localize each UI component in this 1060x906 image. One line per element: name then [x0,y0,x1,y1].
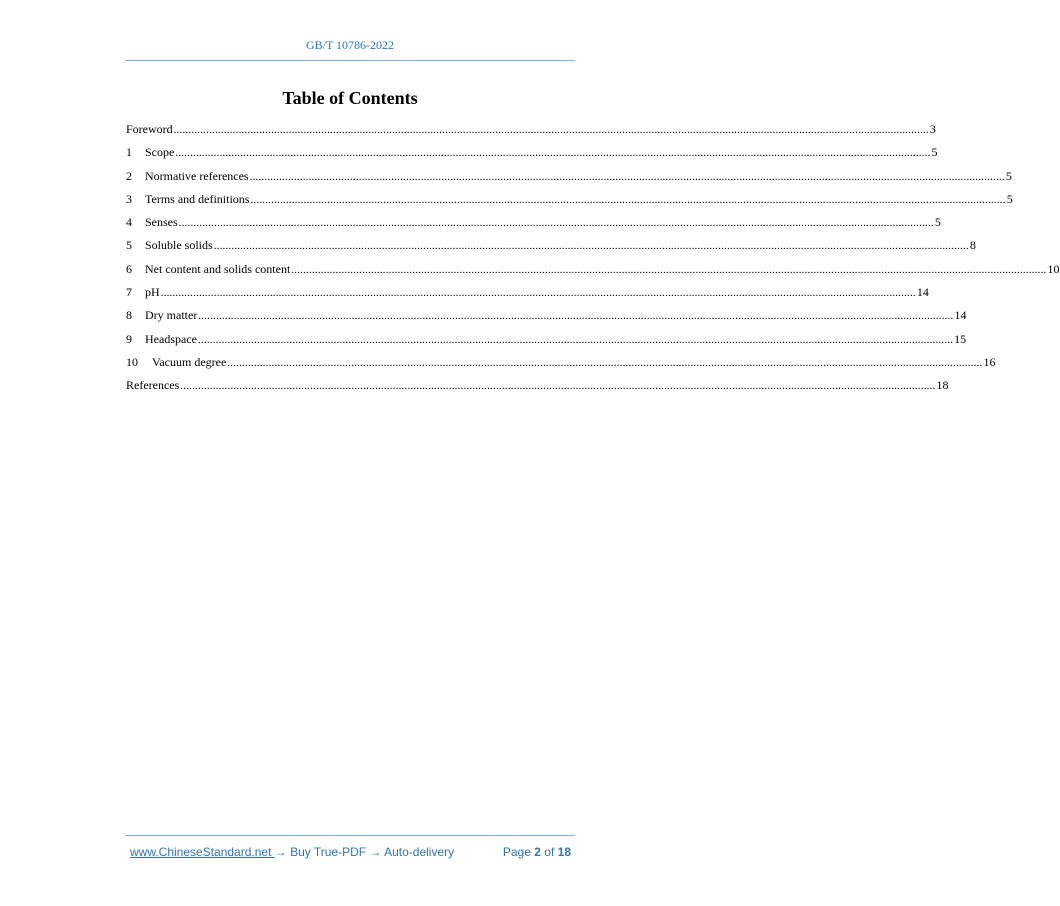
toc-entry-number: 6 [126,261,132,276]
toc-entry-normative-references[interactable] [126,167,1012,190]
page-footer [125,835,575,866]
toc-entry-label: Net content and solids content [145,261,291,276]
toc-leader-dots: ................................................................................................................................................................................................................................................................ [173,124,929,136]
toc-entry-page: 5 [1005,168,1012,183]
toc-title: Table of Contents [282,88,418,108]
toc-entry-page: 10 [1047,261,1060,276]
standard-id: GB/T 10786-2022 [305,38,395,52]
toc-entry-headspace[interactable] [126,330,967,353]
toc-entry-number: 10 [126,354,138,369]
toc-entry-label: References [126,378,180,393]
toc-entry-page: 14 [954,308,967,323]
toc-entry-page: 14 [916,285,929,300]
toc-entry-senses[interactable] [126,213,941,236]
toc-entry-label: Foreword [126,122,173,136]
toc-leader-dots: ................................................................................................................................................................................................................................................................ [198,310,954,323]
toc-entry-label: Dry matter [145,308,198,323]
arrow-icon: → [369,845,382,859]
toc-entry-label: Senses [145,215,178,230]
toc-entry-number: 9 [126,331,132,346]
toc-entry-number: 5 [126,238,132,253]
toc-entry-label: Normative references [145,168,249,183]
toc-entry-terms-and-definitions[interactable] [126,190,1013,213]
toc-entry-ph[interactable] [126,283,929,306]
toc-entry-net-content[interactable] [126,260,1060,283]
toc-entry-number: 7 [126,285,132,300]
toc-list [126,120,1060,400]
toc-entry-soluble-solids[interactable] [126,236,976,259]
page-header [125,36,575,61]
total-page-count: 18 [557,845,571,859]
toc-leader-dots: ................................................................................................................................................................................................................................................................ [160,287,916,300]
toc-entry-page: 15 [954,331,967,346]
toc-entry-label: Headspace [145,331,197,346]
toc-entry-page: 5 [931,145,938,160]
toc-entry-page: 3 [929,122,936,136]
page-of-label: of [544,845,555,859]
arrow-icon: → [274,845,287,859]
toc-leader-dots: ................................................................................................................................................................................................................................................................ [175,147,931,160]
toc-leader-dots: ................................................................................................................................................................................................................................................................ [213,240,969,253]
toc-entry-number: 1 [126,145,132,160]
toc-entry-label: Scope [145,145,175,160]
page-indicator [503,845,571,859]
toc-entry-number: 8 [126,308,132,323]
toc-entry-label: Soluble solids [145,238,213,253]
toc-entry-page: 8 [969,238,976,253]
toc-leader-dots: ................................................................................................................................................................................................................................................................ [249,170,1005,183]
toc-leader-dots: ................................................................................................................................................................................................................................................................ [197,333,954,346]
toc-entry-scope[interactable] [126,143,938,166]
toc-entry-references[interactable] [126,376,949,399]
toc-leader-dots: ................................................................................................................................................................................................................................................................ [227,356,983,369]
current-page-number: 2 [534,845,541,859]
buy-true-pdf-text: Buy True-PDF [286,845,370,859]
toc-leader-dots: ................................................................................................................................................................................................................................................................ [180,380,936,393]
toc-entry-vacuum-degree[interactable] [126,353,996,376]
toc-entry-number: 3 [126,191,132,206]
toc-entry-dry-matter[interactable] [126,306,967,329]
auto-delivery-text: Auto-delivery [381,845,455,859]
toc-entry-page: 5 [934,215,941,230]
toc-leader-dots: ................................................................................................................................................................................................................................................................ [250,193,1006,206]
toc-entry-page: 5 [1006,191,1013,206]
toc-leader-dots: ................................................................................................................................................................................................................................................................ [291,263,1047,276]
toc-entry-number: 2 [126,168,132,183]
toc-entry-label: pH [145,285,160,300]
toc-entry-page: 18 [936,378,949,393]
toc-entry-number: 4 [126,215,132,230]
toc-entry-foreword[interactable] [126,120,936,143]
toc-entry-label: Vacuum degree [152,354,227,369]
toc-leader-dots: ................................................................................................................................................................................................................................................................ [178,217,934,230]
toc-entry-page: 16 [983,354,996,369]
site-link[interactable]: www.ChineseStandard.net [130,845,275,859]
page-label: Page [502,845,531,859]
footer-promo [130,845,454,859]
toc-entry-label: Terms and definitions [145,191,250,206]
